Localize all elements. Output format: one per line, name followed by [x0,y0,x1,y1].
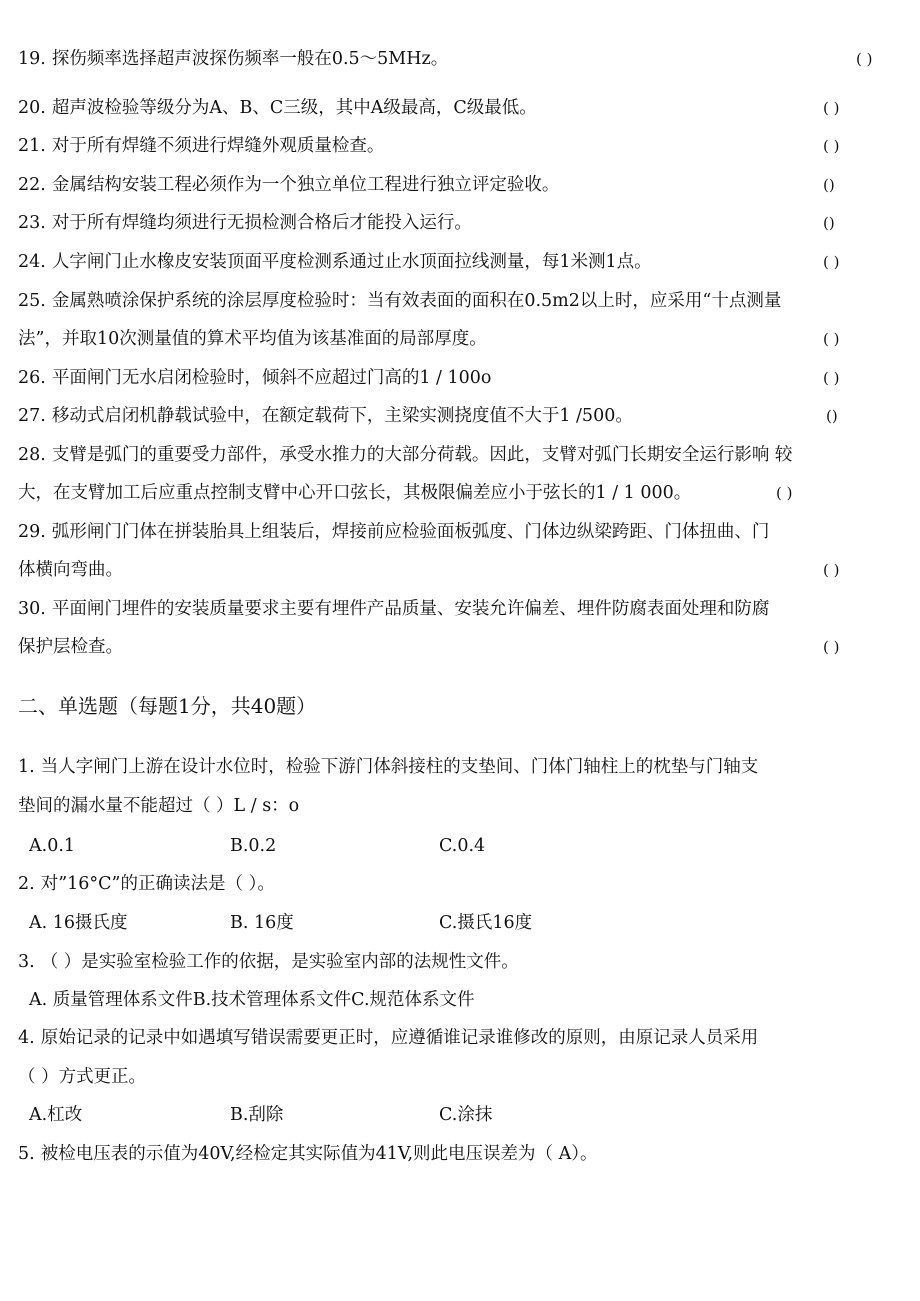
question-text: 对于所有焊缝不须进行焊缝外观质量检查。 [51,136,385,156]
section-heading: 二、单选题（每题1分，共40题） [18,694,317,718]
option-c: C.0.4 [439,836,486,856]
question-text: 被检电压表的示值为40V,经检定其实际值为41V,则此电压误差为（ A）。 [40,1144,598,1164]
question-21 [18,134,384,158]
question-number: 29. [18,522,46,542]
question-20 [18,96,537,120]
answer-paren: ( ) [856,50,873,68]
question-number: 30. [18,599,46,619]
question-number: 21. [18,136,46,156]
question-19 [18,47,448,71]
option-a: A.0.1 [29,836,76,856]
option-c: C.摄氏16度 [439,913,533,933]
answer-paren: ( ) [823,137,840,155]
question-text: 平面闸门埋件的安装质量要求主要有埋件产品质量、安装允许偏差、埋件防腐表面处理和防腐 [51,599,770,619]
question-number: 3. [18,952,35,972]
question-text: 支臂是弧门的重要受力部件，承受水推力的大部分荷载。因此，支臂对弧门长期安全运行影响 较 [51,445,793,465]
question-22 [18,173,559,197]
question-text: 垫间的漏水量不能超过（ ）L / s：o [18,796,300,816]
question-number: 25. [18,291,46,311]
question-text: 弧形闸门门体在拼装胎具上组装后，焊接前应检验面板弧度、门体边纵梁跨距、门体扭曲、门 [51,522,770,542]
question-number: 27. [18,406,46,426]
question-text: 超声波检验等级分为A、B、C三级，其中A级最高，C级最低。 [51,98,537,118]
mc-question-4 [18,1026,758,1050]
mc-question-4-continued [18,1065,146,1089]
answer-paren: ( ) [823,638,840,656]
answer-paren: () [823,176,835,194]
answer-paren: ( ) [823,253,840,271]
question-30-continued [18,635,123,659]
option-b: B. 16度 [230,913,294,933]
question-number: 28. [18,445,46,465]
question-text: 人字闸门止水橡皮安装顶面平度检测系通过止水顶面拉线测量，每1米测1点。 [51,252,652,272]
question-29-continued [18,558,123,582]
question-26 [18,366,491,390]
question-text: 当人字闸门上游在设计水位时，检验下游门体斜接柱的支垫间、门体门轴柱上的枕垫与门轴支 [40,757,759,777]
question-number: 20. [18,98,46,118]
question-text: 移动式启闭机静载试验中，在额定载荷下，主梁实测挠度值不大于1 /500。 [51,406,633,426]
answer-paren: () [823,214,835,232]
mc-question-2 [18,872,275,896]
question-25 [18,289,781,313]
question-text: 对于所有焊缝均须进行无损检测合格后才能投入运行。 [51,213,472,233]
question-text: 保护层检查。 [18,637,123,657]
option-a: A. 16摄氏度 [29,913,128,933]
question-23 [18,211,472,235]
question-number: 5. [18,1144,35,1164]
question-text: 大，在支臂加工后应重点控制支臂中心开口弦长，其极限偏差应小于弦长的1 / 1 000。 [18,483,692,503]
question-text: （ ）方式更正。 [18,1067,147,1087]
question-28-continued [18,481,691,505]
question-25-continued [18,327,487,351]
option-b: B.刮除 [230,1105,284,1125]
option-line: A. 质量管理体系文件B.技术管理体系文件C.规范体系文件 [29,990,475,1010]
question-29 [18,520,769,544]
question-text: （ ）是实验室检验工作的依据，是实验室内部的法规性文件。 [40,952,519,972]
question-text: 原始记录的记录中如遇填写错误需要更正时，应遵循谁记录谁修改的原则，由原记录人员采用 [40,1028,759,1048]
mc-question-1 [18,755,758,779]
question-text: 金属熟喷涂保护系统的涂层厚度检验时：当有效表面的面积在0.5m2以上时，应采用“十点测量 [51,291,782,311]
option-b: B.0.2 [230,836,277,856]
question-number: 23. [18,213,46,233]
question-30 [18,597,769,621]
question-number: 24. [18,252,46,272]
question-27 [18,404,633,428]
question-number: 26. [18,368,46,388]
question-24 [18,250,652,274]
question-28 [18,443,792,467]
mc-question-5 [18,1142,597,1166]
question-text: 金属结构安装工程必须作为一个独立单位工程进行独立评定验收。 [51,175,560,195]
question-number: 4. [18,1028,35,1048]
mc-question-3 [18,950,519,974]
answer-paren: ( ) [823,330,840,348]
question-text: 探伤频率选择超声波探伤频率一般在0.5～5MHz。 [51,49,449,69]
question-number: 19. [18,49,46,69]
answer-paren: ( ) [823,99,840,117]
question-number: 22. [18,175,46,195]
mc-question-1-continued [18,794,299,818]
answer-paren: ( ) [823,561,840,579]
answer-paren: () [826,407,838,425]
option-a: A.杠改 [29,1105,83,1125]
option-c: C.涂抹 [439,1105,493,1125]
question-number: 1. [18,757,35,777]
question-text: 法”，并取10次测量值的算术平均值为该基准面的局部厚度。 [18,329,487,349]
question-text: 对”16°C”的正确读法是（ ）。 [40,874,275,894]
answer-paren: ( ) [823,369,840,387]
question-text: 体横向弯曲。 [18,560,123,580]
answer-paren: ( ) [776,484,793,502]
question-text: 平面闸门无水启闭检验时，倾斜不应超过门高的1 / 100o [51,368,492,388]
question-number: 2. [18,874,35,894]
